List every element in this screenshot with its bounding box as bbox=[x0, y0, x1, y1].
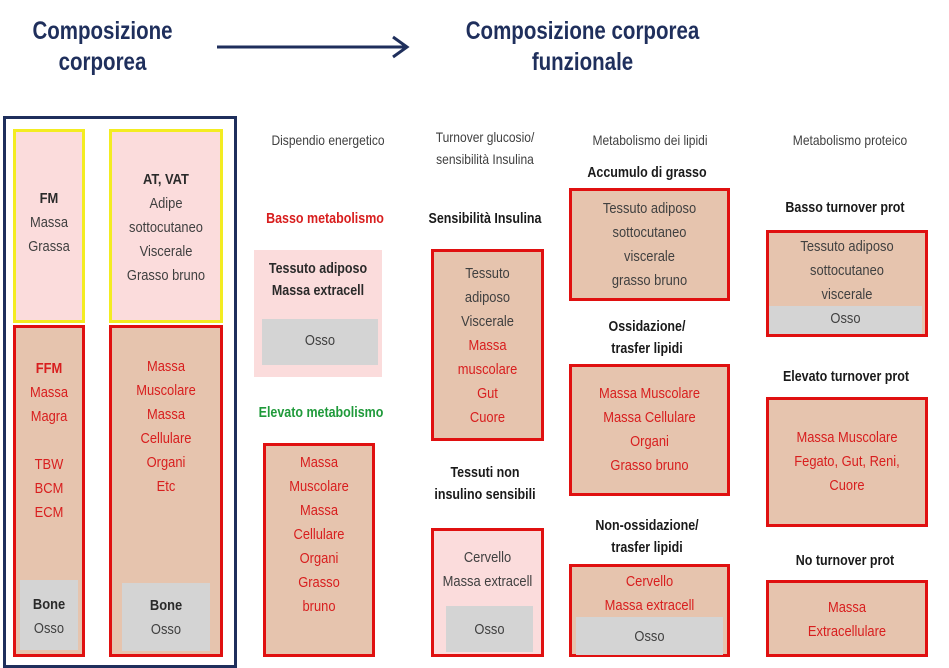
label-accumulo-grasso: Accumulo di grasso bbox=[587, 165, 707, 181]
fm-box: FM Massa Grassa bbox=[13, 129, 85, 323]
accumulo-box: Tessuto adiposo sottocutaneo viscerale grasso bruno bbox=[569, 188, 730, 301]
label-no-turnover: No turnover prot bbox=[795, 553, 895, 569]
osso-box-col3: Osso bbox=[446, 606, 533, 652]
title-composizione-corporea: Composizione corporea bbox=[32, 17, 173, 76]
header-metabolismo-proteico: Metabolismo proteico bbox=[792, 132, 908, 148]
bone-box-right: Bone Osso bbox=[122, 583, 210, 651]
header-dispendio: Dispendio energetico bbox=[271, 132, 385, 148]
arrow-right-icon bbox=[215, 34, 415, 60]
osso-box-col4: Osso bbox=[576, 617, 723, 655]
basso-turnover-box: Tessuto adiposo sottocutaneo viscerale Osso bbox=[766, 230, 928, 337]
label-elevato-turnover: Elevato turnover prot bbox=[782, 369, 910, 385]
osso-box-col5: Osso bbox=[769, 306, 922, 334]
massa-box-col2: Massa Muscolare Massa Cellulare Organi Grasso bruno bbox=[263, 443, 375, 657]
header-metabolismo-lipidi: Metabolismo dei lipidi bbox=[592, 132, 708, 148]
cervello-box-col3: Cervello Massa extracell Osso bbox=[431, 528, 544, 657]
label-basso-turnover: Basso turnover prot bbox=[785, 200, 905, 216]
label-elevato-metabolismo: Elevato metabolismo bbox=[258, 405, 384, 421]
header-turnover-glucosio: Turnover glucosio/ sensibilità Insulina bbox=[435, 129, 535, 167]
osso-box-col2: Osso bbox=[262, 319, 378, 365]
title-composizione-funzionale: Composizione corporea funzionale bbox=[465, 17, 700, 76]
non-ossidazione-box: Cervello Massa extracell Osso bbox=[569, 564, 730, 657]
ffm-box: FFM Massa Magra TBW BCM ECM Bone Osso bbox=[13, 325, 85, 657]
label-tessuti-non-insulino: Tessuti non insulino sensibili bbox=[434, 465, 536, 503]
ossidazione-box: Massa Muscolare Massa Cellulare Organi Grasso bruno bbox=[569, 364, 730, 496]
bone-box-left: Bone Osso bbox=[20, 580, 78, 650]
at-vat-box: AT, VAT Adipe sottocutaneo Viscerale Grasso bruno bbox=[109, 129, 223, 323]
label-sensibilita-insulina: Sensibilità Insulina bbox=[428, 211, 542, 227]
tessuto-adiposo-box: Tessuto adiposo Massa extracell Osso bbox=[254, 250, 382, 377]
label-ossidazione: Ossidazione/ trasfer lipidi bbox=[608, 319, 686, 357]
massa-box: Massa Muscolare Massa Cellulare Organi Etc Bone Osso bbox=[109, 325, 223, 657]
label-basso-metabolismo: Basso metabolismo bbox=[266, 211, 384, 227]
no-turnover-box: Massa Extracellulare bbox=[766, 580, 928, 657]
elevato-turnover-box: Massa Muscolare Fegato, Gut, Reni, Cuore bbox=[766, 397, 928, 527]
insulin-sensitive-box: Tessuto adiposo Viscerale Massa muscolare Gut Cuore bbox=[431, 249, 544, 441]
label-non-ossidazione: Non-ossidazione/ trasfer lipidi bbox=[595, 518, 699, 556]
